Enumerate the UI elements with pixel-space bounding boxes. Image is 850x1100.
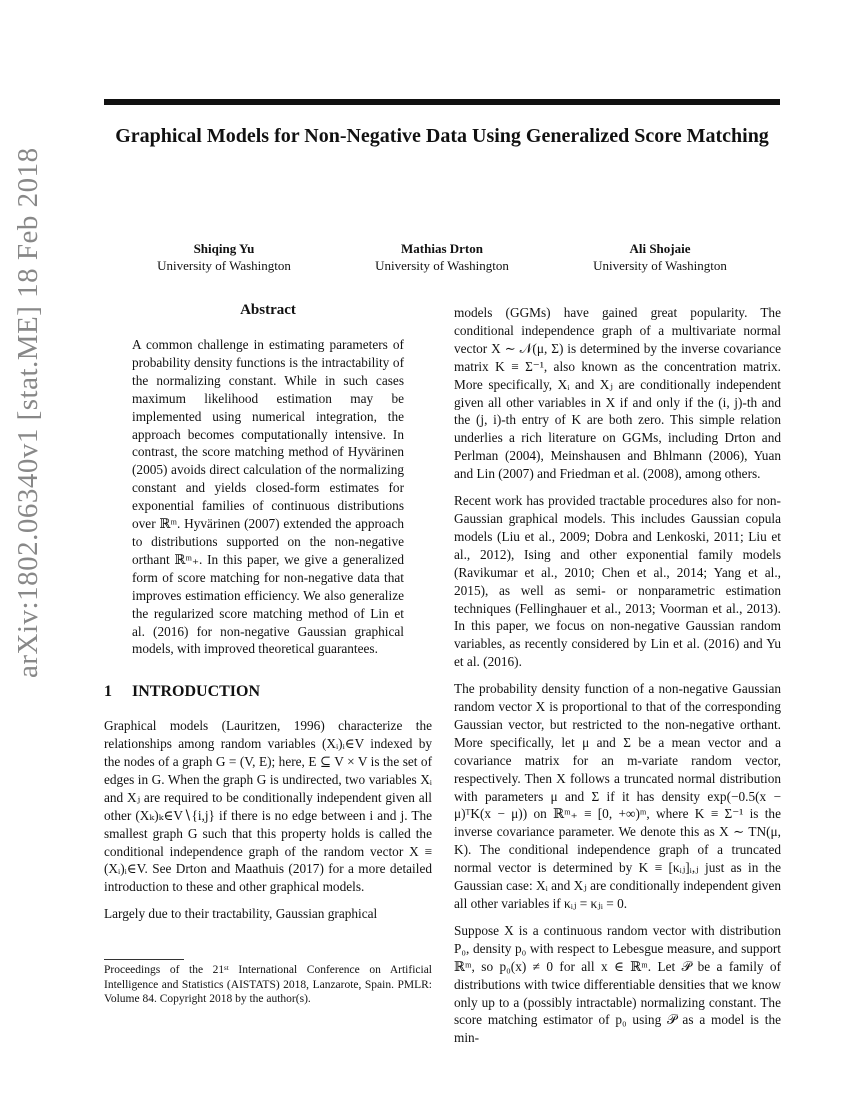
abstract-heading: Abstract: [240, 302, 296, 318]
paper-title: Graphical Models for Non-Negative Data Using Generalized Score Matching: [115, 125, 769, 147]
intro-paragraph-5: The probability density function of a non-negative Gaussian random vector X is proportional to that of the corresponding Gaussian vector, but restricted to the non-negative orthant. More specifically, let μ and Σ be a mean vector and a covariance matrix for an m-variate random vector, respectively. Then X follows a truncated normal distribution with parameters μ and Σ if it has density exp(−0.5(x − μ)ᵀK(x − μ)) on ℝᵐ₊ ≡ [0, +∞)ᵐ, where K ≡ Σ⁻¹ is the inverse covariance parameter. We denote this as X ∼ TN(μ, K). The conditional independence graph of a truncated normal vector is determined by K ≡ [κᵢⱼ]ᵢ,ⱼ just as in the Gaussian case: Xᵢ and Xⱼ are conditionally independent given all other variables if κᵢⱼ = κⱼᵢ = 0.: [454, 681, 781, 911]
arxiv-identifier[interactable]: arXiv:1802.06340v1 [stat.ME] 18 Feb 2018: [12, 147, 44, 678]
author-name: Ali Shojaie: [629, 241, 691, 256]
abstract-text: A common challenge in estimating parameters of probability density functions is the intractability of the normalizing constant. While in such cases maximum likelihood estimation may be implemented using numerical integration, the approach becomes computationally intensive. In contrast, the score matching method of Hyvärinen (2005) avoids direct calculation of the normalizing constant and yields closed-form estimates for exponential families of continuous distributions over ℝᵐ. Hyvärinen (2007) extended the approach to distributions supported on the non-negative orthant ℝᵐ₊. In this paper, we give a generalized form of score matching for non-negative data that improves estimation efficiency. We also generalize the regularized score matching method of Lin et al. (2016) for non-negative Gaussian graphical models, with improved theoretical guarantees.: [132, 337, 404, 657]
author-2: [332, 240, 552, 274]
intro-paragraph-3: models (GGMs) have gained great popularity. The conditional independence graph of a multivariate normal vector X ∼ 𝒩(μ, Σ) is determined by the inverse covariance matrix K ≡ Σ⁻¹, also known as the concentration matrix. More specifically, Xᵢ and Xⱼ are conditionally independent given all other variables in X if and only if the (i, j)-th and the (j, i)-th entry of K are both zero. This simple relation underlies a rich literature on GGMs, including Drton and Perlman (2004), Meinshausen and Bhlmann (2006), Yuan and Lin (2007) and Friedman et al. (2008), among others.: [454, 305, 781, 482]
author-affiliation: University of Washington: [375, 258, 509, 273]
author-block: [104, 240, 780, 280]
intro-paragraph-1: Graphical models (Lauritzen, 1996) characterize the relationships among random variables (Xᵢ)ᵢ∈V indexed by the nodes of a graph G = (V, E); here, E ⊆ V × V is the set of edges in G. When the graph G is undirected, two variables Xᵢ and Xⱼ are required to be conditionally independent given all other (Xₖ)ₖ∈V∖{i,j} if there is no edge between i and j. The smallest graph G such that this property holds is called the conditional independence graph of the random vector X ≡ (Xᵢ)ᵢ∈V. See Drton and Maathuis (2017) for a more detailed introduction to these and other graphical models.: [104, 718, 432, 895]
intro-paragraph-2: Largely due to their tractability, Gaussian graphical: [104, 906, 378, 922]
author-affiliation: University of Washington: [593, 258, 727, 273]
author-1: [114, 240, 334, 274]
section-number: 1: [104, 683, 112, 701]
section-title: INTRODUCTION: [132, 683, 261, 701]
footnote: Proceedings of the 21ˢᵗ International Conference on Artificial Intelligence and Statistics (AISTATS) 2018, Lanzarote, Spain. PMLR: Volume 84. Copyright 2018 by the author(s).: [104, 964, 432, 1005]
author-name: Mathias Drton: [401, 241, 483, 256]
author-name: Shiqing Yu: [193, 241, 255, 256]
title-top-rule: [104, 99, 780, 105]
intro-paragraph-6: Suppose X is a continuous random vector with distribution P₀, density p₀ with respect to Lebesgue measure, and support ℝᵐ, so p₀(x) ≠ 0 for all x ∈ ℝᵐ. Let 𝒫 be a family of distributions with twice differentiable densities that we know only up to a (possibly intractable) normalizing constant. The score matching estimator of p₀ using 𝒫 as a model is the min-: [454, 922, 781, 1046]
footnote-rule: [104, 959, 184, 960]
author-3: [550, 240, 770, 274]
abstract: [132, 336, 404, 658]
left-column: [104, 300, 432, 932]
right-column: [454, 304, 781, 1056]
intro-paragraph-4: Recent work has provided tractable procedures also for non-Gaussian graphical models. This includes Gaussian copula models (Liu et al., 2009; Dobra and Lenkoski, 2011; Liu et al., 2012), Ising and other exponential family models (Ravikumar et al., 2010; Chen et al., 2014; Yang et al., 2015), as well as semi- or nonparametric estimation techniques (Fellinghauer et al., 2013; Voorman et al., 2013). In this paper, we focus on non-negative Gaussian random variables, as recently considered by Lin et al. (2016) and Yu et al. (2016).: [454, 493, 781, 670]
author-affiliation: University of Washington: [157, 258, 291, 273]
section-heading: [104, 683, 432, 701]
